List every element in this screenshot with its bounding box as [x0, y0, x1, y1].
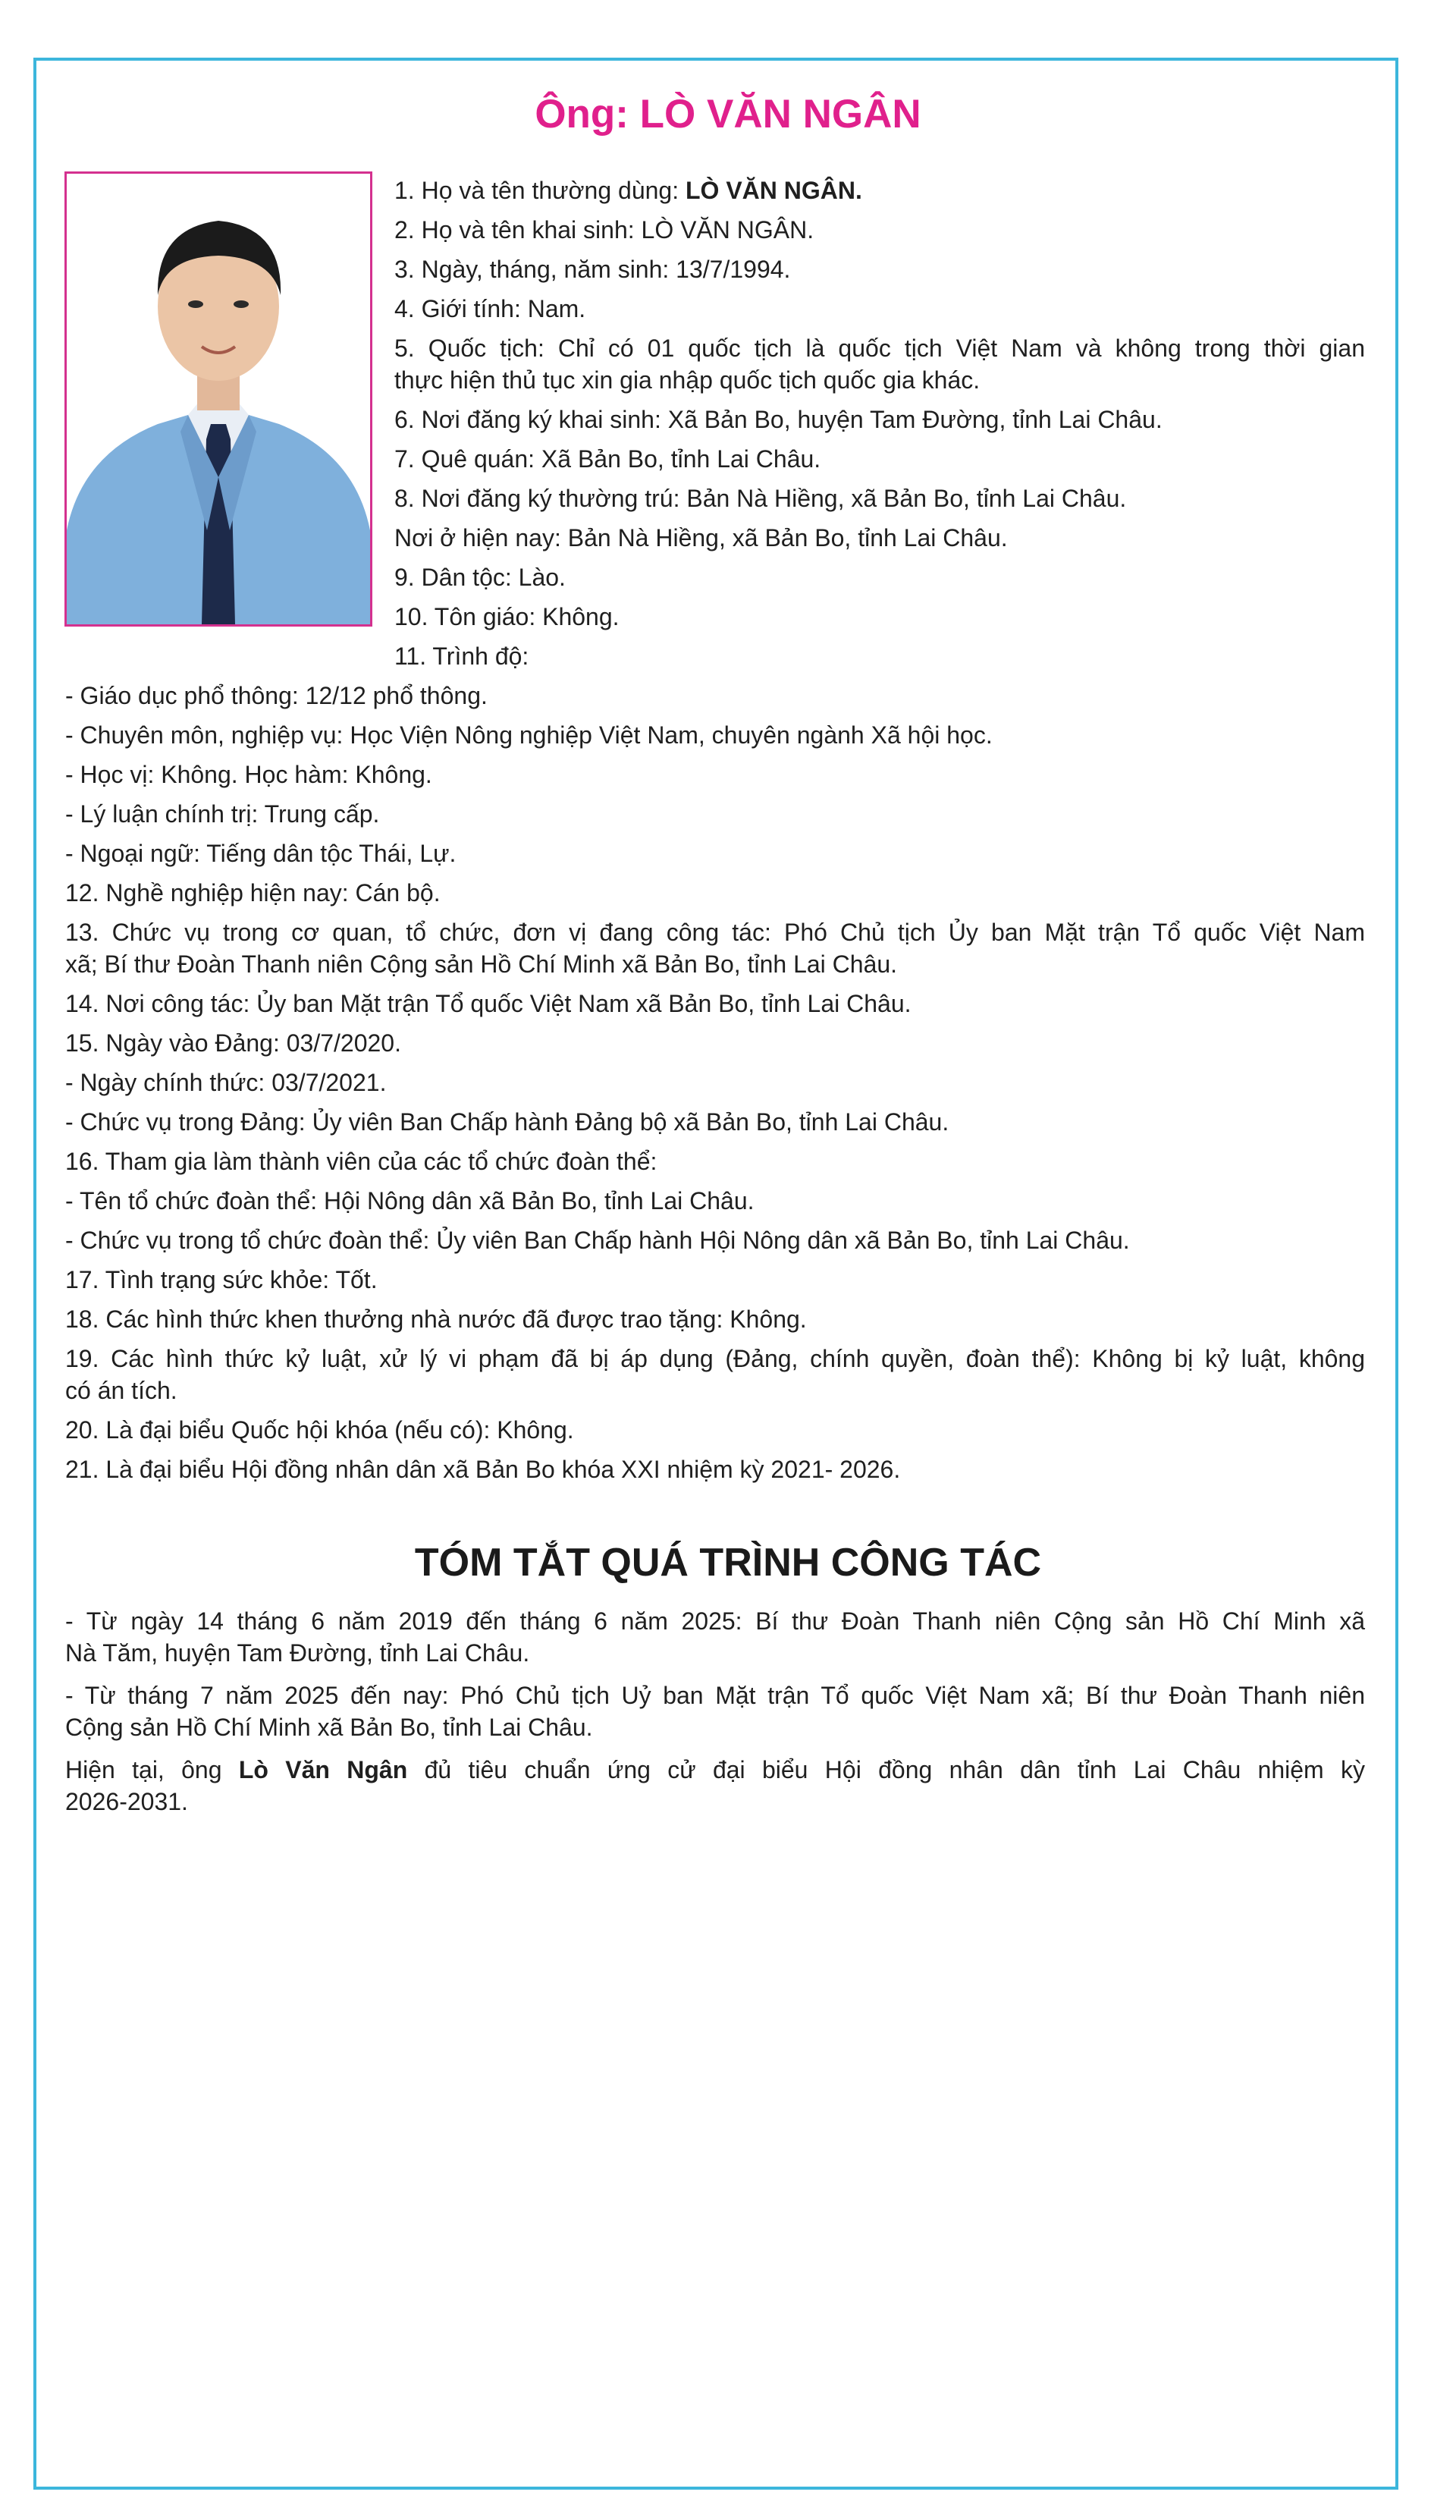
detail-line: thực hiện thủ tục xin gia nhập quốc tịch quốc gia khác.	[394, 366, 981, 394]
detail-line: 10. Tôn giáo: Không.	[394, 603, 620, 630]
detail-line: 7. Quê quán: Xã Bản Bo, tỉnh Lai Châu.	[394, 445, 821, 473]
detail-line: - Lý luận chính trị: Trung cấp.	[65, 800, 380, 828]
detail-line: 3. Ngày, tháng, năm sinh: 13/7/1994.	[394, 256, 791, 283]
detail-line: - Giáo dục phổ thông: 12/12 phổ thông.	[65, 682, 488, 709]
section-heading: TÓM TẮT QUÁ TRÌNH CÔNG TÁC	[414, 1541, 1042, 1585]
detail-line: - Chức vụ trong tổ chức đoàn thể: Ủy viên Ban Chấp hành Hội Nông dân xã Bản Bo, tỉnh Lai Châu.	[65, 1227, 1130, 1254]
detail-line: - Ngoại ngữ: Tiếng dân tộc Thái, Lự.	[65, 840, 457, 867]
detail-line: 6. Nơi đăng ký khai sinh: Xã Bản Bo, huyện Tam Đường, tỉnh Lai Châu.	[394, 406, 1163, 433]
detail-line: 13. Chức vụ trong cơ quan, tổ chức, đơn vị đang công tác: Phó Chủ tịch Ủy ban Mặt trận Tổ quốc Việt Nam	[65, 919, 1365, 946]
detail-line: 4. Giới tính: Nam.	[394, 295, 586, 322]
detail-line: 19. Các hình thức kỷ luật, xử lý vi phạm đã bị áp dụng (Đảng, chính quyền, đoàn thể): Không bị kỷ luật, không	[65, 1345, 1365, 1372]
detail-line: - Ngày chính thức: 03/7/2021.	[65, 1069, 387, 1096]
summary-line: Cộng sản Hồ Chí Minh xã Bản Bo, tỉnh Lai Châu.	[65, 1714, 593, 1741]
detail-line: 16. Tham gia làm thành viên của các tổ chức đoàn thể:	[65, 1148, 657, 1175]
detail-line: 11. Trình độ:	[394, 643, 529, 670]
portrait-photo	[64, 171, 372, 627]
detail-line: xã; Bí thư Đoàn Thanh niên Cộng sản Hồ Chí Minh xã Bản Bo, tỉnh Lai Châu.	[65, 950, 898, 978]
detail-line: có án tích.	[65, 1377, 177, 1404]
summary-line: Hiện tại, ông Lò Văn Ngân đủ tiêu chuẩn ứng cử đại biểu Hội đồng nhân dân tỉnh Lai Châu nhiệm kỳ	[65, 1756, 1366, 1783]
detail-line: 9. Dân tộc: Lào.	[394, 564, 566, 591]
detail-line: - Chuyên môn, nghiệp vụ: Học Viện Nông nghiệp Việt Nam, chuyên ngành Xã hội học.	[65, 721, 993, 749]
detail-line: 20. Là đại biểu Quốc hội khóa (nếu có): Không.	[65, 1416, 574, 1444]
detail-line: - Tên tổ chức đoàn thể: Hội Nông dân xã Bản Bo, tỉnh Lai Châu.	[65, 1187, 755, 1214]
detail-line: 14. Nơi công tác: Ủy ban Mặt trận Tổ quốc Việt Nam xã Bản Bo, tỉnh Lai Châu.	[65, 990, 912, 1017]
detail-line: 5. Quốc tịch: Chỉ có 01 quốc tịch là quốc tịch Việt Nam và không trong thời gian	[394, 335, 1365, 362]
detail-line: 2. Họ và tên khai sinh: LÒ VĂN NGÂN.	[394, 216, 814, 244]
summary-line: - Từ tháng 7 năm 2025 đến nay: Phó Chủ tịch Uỷ ban Mặt trận Tổ quốc Việt Nam xã; Bí thư Đoàn Thanh niên	[65, 1682, 1365, 1709]
detail-line: - Chức vụ trong Đảng: Ủy viên Ban Chấp hành Đảng bộ xã Bản Bo, tỉnh Lai Châu.	[65, 1108, 949, 1136]
detail-line: 15. Ngày vào Đảng: 03/7/2020.	[65, 1029, 401, 1057]
detail-line: Nơi ở hiện nay: Bản Nà Hiềng, xã Bản Bo, tỉnh Lai Châu.	[394, 524, 1008, 551]
summary-line: Nà Tăm, huyện Tam Đường, tỉnh Lai Châu.	[65, 1639, 530, 1667]
detail-line: 21. Là đại biểu Hội đồng nhân dân xã Bản Bo khóa XXI nhiệm kỳ 2021- 2026.	[65, 1456, 901, 1483]
detail-line: 17. Tình trạng sức khỏe: Tốt.	[65, 1266, 378, 1293]
candidate-title: Ông: LÒ VĂN NGÂN	[535, 92, 921, 137]
summary-line: - Từ ngày 14 tháng 6 năm 2019 đến tháng 6 năm 2025: Bí thư Đoàn Thanh niên Cộng sản Hồ Chí Minh xã	[65, 1607, 1365, 1635]
detail-line: 12. Nghề nghiệp hiện nay: Cán bộ.	[65, 879, 441, 907]
detail-line: 1. Họ và tên thường dùng: LÒ VĂN NGÂN.	[394, 177, 862, 204]
detail-line: - Học vị: Không. Học hàm: Không.	[65, 761, 432, 788]
detail-line: 8. Nơi đăng ký thường trú: Bản Nà Hiềng, xã Bản Bo, tỉnh Lai Châu.	[394, 485, 1127, 512]
summary-line: 2026-2031.	[65, 1788, 188, 1815]
detail-line: 18. Các hình thức khen thưởng nhà nước đã được trao tặng: Không.	[65, 1306, 807, 1333]
